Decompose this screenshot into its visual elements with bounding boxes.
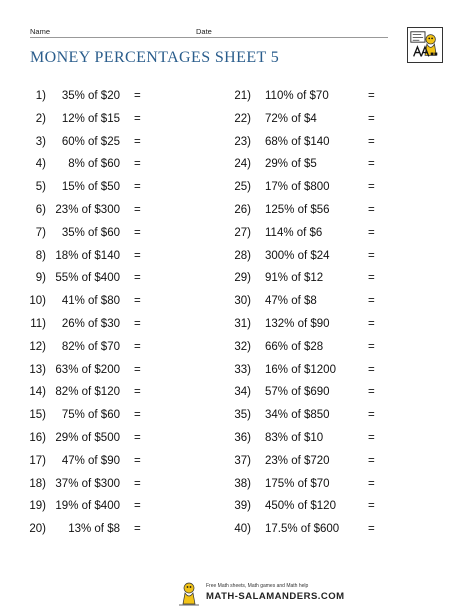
question-number: 8)	[35, 249, 46, 262]
question-expression: 125% of $56	[265, 203, 330, 216]
equals-sign: =	[134, 409, 141, 422]
question-number: 20)	[29, 523, 46, 536]
question-expression: 47% of $90	[61, 454, 120, 467]
footer-brand-block	[176, 581, 366, 607]
equals-sign: =	[134, 454, 141, 467]
question-expression: 83% of $10	[265, 431, 324, 444]
question-number: 24)	[234, 158, 251, 171]
page-title: MONEY PERCENTAGES SHEET 5	[30, 49, 280, 66]
question-number: 9)	[35, 272, 46, 285]
question-expression: 450% of $120	[265, 500, 336, 513]
equals-sign: =	[134, 295, 141, 308]
equals-sign: =	[134, 500, 141, 513]
question-number: 11)	[30, 317, 46, 330]
equals-sign: =	[134, 431, 141, 444]
question-number: 18)	[29, 477, 46, 490]
question-expression: 37% of $300	[55, 477, 120, 490]
equals-sign: =	[368, 249, 375, 262]
question-number: 3)	[35, 135, 46, 148]
question-expression: 175% of $70	[265, 477, 330, 490]
question-number: 12)	[29, 340, 46, 353]
question-expression: 47% of $8	[265, 295, 317, 308]
question-expression: 19% of $400	[55, 500, 120, 513]
question-row	[225, 157, 385, 180]
equals-sign: =	[134, 226, 141, 239]
question-expression: 41% of $80	[61, 295, 120, 308]
question-row	[225, 522, 385, 545]
question-row	[225, 454, 385, 477]
equals-sign: =	[134, 203, 141, 216]
question-row	[24, 203, 164, 226]
question-number: 6)	[35, 203, 46, 216]
equals-sign: =	[368, 112, 375, 125]
equals-sign: =	[134, 181, 141, 194]
question-number: 10)	[29, 295, 46, 308]
question-number: 7)	[35, 226, 46, 239]
question-expression: 82% of $120	[55, 386, 120, 399]
question-number: 29)	[234, 272, 251, 285]
question-row	[24, 385, 164, 408]
question-row	[24, 89, 164, 112]
question-expression: 300% of $24	[265, 249, 330, 262]
equals-sign: =	[134, 477, 141, 490]
equals-sign: =	[134, 249, 141, 262]
equals-sign: =	[368, 317, 375, 330]
question-expression: 57% of $690	[265, 386, 330, 399]
equals-sign: =	[368, 90, 375, 102]
question-expression: 55% of $400	[55, 272, 120, 285]
question-number: 34)	[234, 386, 251, 399]
equals-sign: =	[368, 135, 375, 148]
question-expression: 18% of $140	[55, 249, 120, 262]
question-number: 23)	[234, 135, 251, 148]
question-row	[225, 112, 385, 135]
question-expression: 63% of $200	[55, 363, 120, 376]
question-row	[24, 271, 164, 294]
equals-sign: =	[368, 340, 375, 353]
question-row	[225, 408, 385, 431]
question-row	[24, 363, 164, 386]
equals-sign: =	[134, 272, 141, 285]
question-number: 2)	[35, 112, 46, 125]
equals-sign: =	[368, 431, 375, 444]
footer-brand-name: MATH-SALAMANDERS.COM	[206, 591, 345, 602]
question-row	[225, 135, 385, 158]
question-row	[24, 408, 164, 431]
question-number: 1)	[35, 90, 46, 102]
question-number: 17)	[29, 454, 46, 467]
question-number: 4)	[35, 158, 46, 171]
equals-sign: =	[134, 340, 141, 353]
equals-sign: =	[368, 500, 375, 513]
question-row	[24, 294, 164, 317]
question-expression: 60% of $25	[61, 135, 120, 148]
question-number: 36)	[234, 431, 251, 444]
question-expression: 132% of $90	[265, 317, 330, 330]
question-row	[24, 112, 164, 135]
question-row	[24, 431, 164, 454]
equals-sign: =	[368, 226, 375, 239]
question-row	[24, 454, 164, 477]
question-row	[225, 294, 385, 317]
equals-sign: =	[134, 317, 141, 330]
question-number: 13)	[29, 363, 46, 376]
question-row	[24, 249, 164, 272]
question-number: 14)	[29, 386, 46, 399]
question-expression: 91% of $12	[265, 272, 324, 285]
question-row	[24, 157, 164, 180]
question-row	[24, 522, 164, 545]
question-number: 31)	[234, 317, 251, 330]
question-row	[225, 363, 385, 386]
questions-left-column	[24, 89, 164, 545]
question-number: 15)	[29, 409, 46, 422]
question-expression: 72% of $4	[265, 112, 317, 125]
question-row	[225, 271, 385, 294]
question-number: 19)	[29, 500, 46, 513]
question-number: 30)	[234, 295, 251, 308]
question-number: 22)	[234, 112, 251, 125]
question-row	[225, 89, 385, 112]
question-number: 38)	[234, 477, 251, 490]
question-number: 5)	[35, 181, 46, 194]
question-row	[24, 499, 164, 522]
equals-sign: =	[368, 272, 375, 285]
question-row	[24, 340, 164, 363]
question-number: 37)	[234, 454, 251, 467]
question-expression: 110% of $70	[265, 90, 329, 102]
equals-sign: =	[134, 135, 141, 148]
question-row	[24, 180, 164, 203]
question-number: 32)	[234, 340, 251, 353]
question-number: 28)	[234, 249, 251, 262]
question-expression: 23% of $720	[265, 454, 330, 467]
question-row	[225, 226, 385, 249]
question-number: 39)	[234, 500, 251, 513]
question-row	[225, 203, 385, 226]
footer-tagline: Free Math sheets, Math games and Math help	[206, 583, 309, 589]
equals-sign: =	[368, 523, 375, 536]
equals-sign: =	[134, 158, 141, 171]
question-row	[225, 499, 385, 522]
question-expression: 68% of $140	[265, 135, 330, 148]
question-expression: 34% of $850	[265, 409, 330, 422]
equals-sign: =	[134, 386, 141, 399]
header-rule	[30, 37, 388, 38]
question-number: 21)	[234, 90, 251, 102]
math-salamanders-logo-icon	[407, 27, 443, 63]
question-row	[225, 317, 385, 340]
question-row	[24, 135, 164, 158]
equals-sign: =	[368, 363, 375, 376]
question-row	[24, 226, 164, 249]
question-row	[225, 249, 385, 272]
question-row	[24, 477, 164, 500]
question-expression: 15% of $50	[61, 181, 120, 194]
question-expression: 35% of $20	[61, 90, 120, 102]
question-expression: 75% of $60	[61, 409, 120, 422]
question-row	[225, 385, 385, 408]
question-expression: 82% of $70	[61, 340, 120, 353]
question-number: 40)	[234, 523, 251, 536]
question-number: 33)	[234, 363, 251, 376]
questions-right-column	[225, 89, 385, 545]
equals-sign: =	[134, 523, 141, 536]
question-row	[24, 317, 164, 340]
equals-sign: =	[368, 454, 375, 467]
question-expression: 114% of $6	[265, 226, 323, 239]
question-expression: 23% of $300	[55, 203, 120, 216]
question-number: 35)	[234, 409, 251, 422]
question-expression: 13% of $8	[68, 523, 120, 536]
question-number: 16)	[29, 431, 46, 444]
question-number: 26)	[234, 203, 251, 216]
equals-sign: =	[368, 158, 375, 171]
question-expression: 16% of $1200	[265, 363, 336, 376]
equals-sign: =	[134, 363, 141, 376]
question-row	[225, 180, 385, 203]
name-label: Name	[30, 27, 51, 36]
question-expression: 35% of $60	[61, 226, 120, 239]
question-expression: 17.5% of $600	[265, 523, 340, 536]
equals-sign: =	[368, 295, 375, 308]
question-row	[225, 340, 385, 363]
question-expression: 26% of $30	[61, 317, 120, 330]
question-number: 25)	[234, 181, 251, 194]
equals-sign: =	[368, 477, 375, 490]
question-expression: 8% of $60	[68, 158, 120, 171]
equals-sign: =	[368, 181, 375, 194]
date-label: Date	[196, 27, 212, 36]
question-row	[225, 477, 385, 500]
question-number: 27)	[234, 226, 251, 239]
equals-sign: =	[368, 386, 375, 399]
question-expression: 17% of $800	[265, 181, 330, 194]
equals-sign: =	[368, 203, 375, 216]
salamander-mascot-icon	[176, 581, 202, 607]
question-expression: 66% of $28	[265, 340, 324, 353]
question-row	[225, 431, 385, 454]
equals-sign: =	[134, 90, 141, 102]
question-expression: 29% of $500	[55, 431, 120, 444]
equals-sign: =	[368, 409, 375, 422]
question-expression: 29% of $5	[265, 158, 317, 171]
question-expression: 12% of $15	[61, 112, 120, 125]
equals-sign: =	[134, 112, 141, 125]
